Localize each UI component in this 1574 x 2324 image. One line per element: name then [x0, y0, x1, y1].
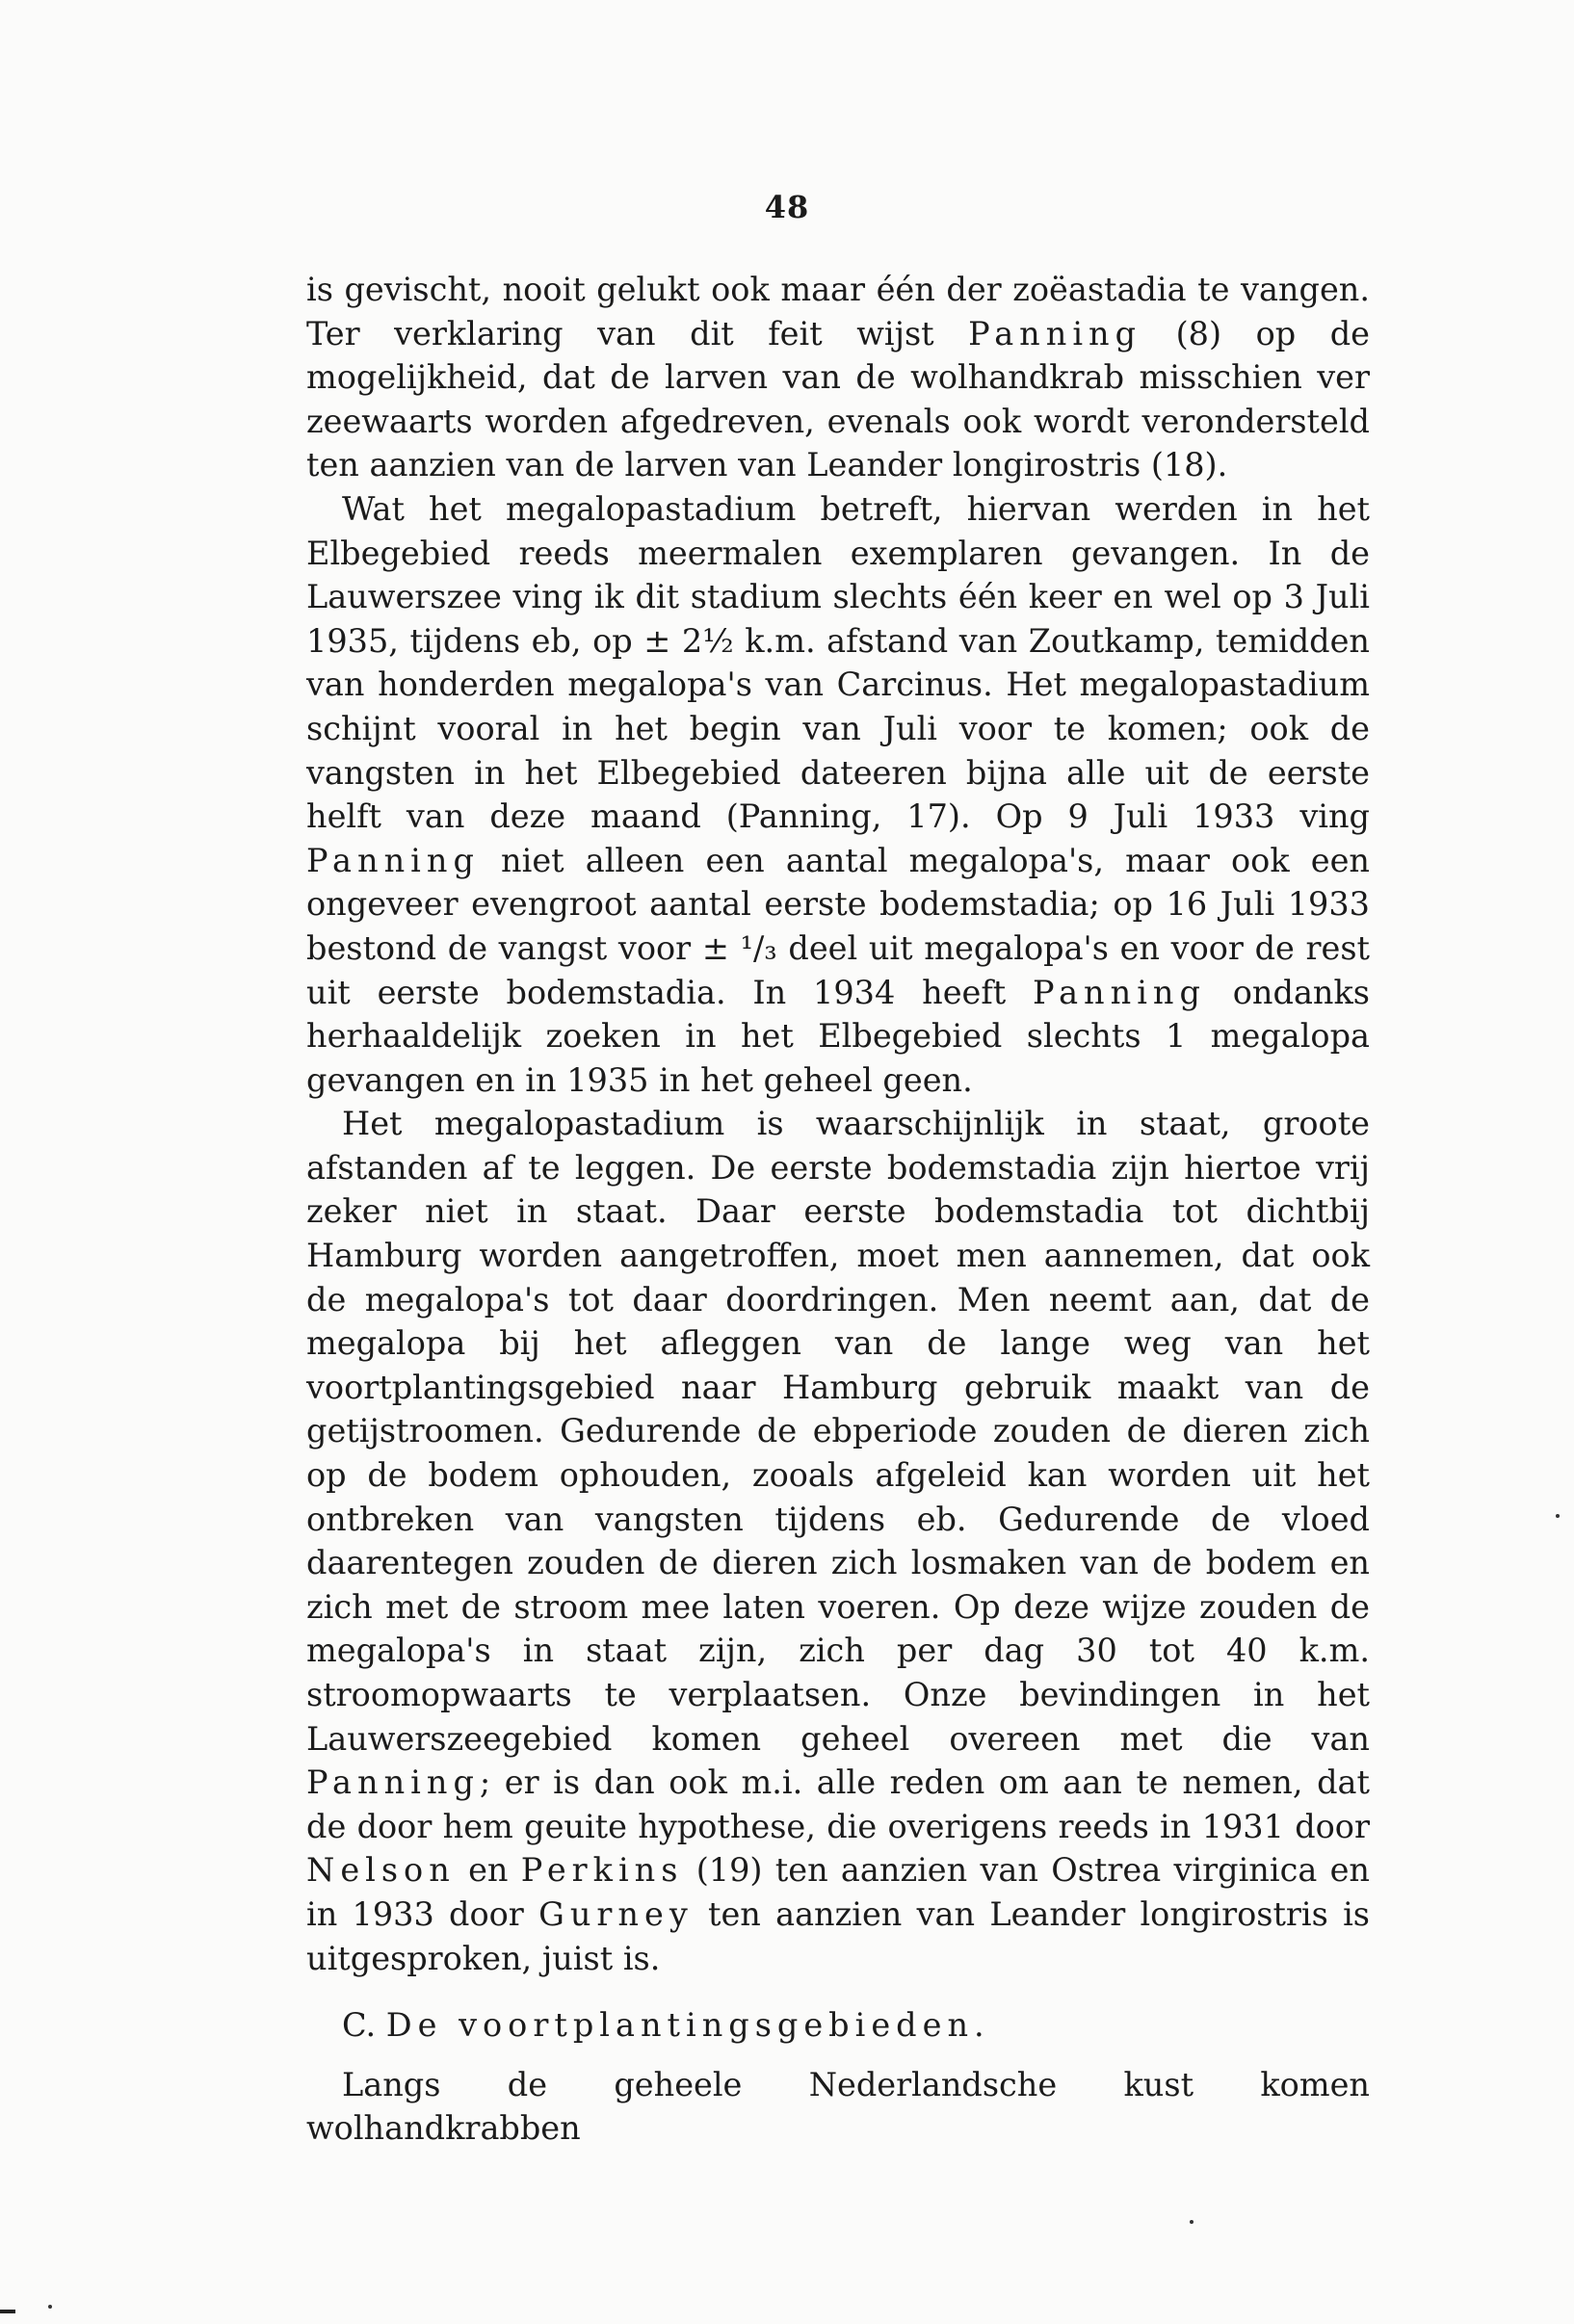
paragraph-text: niet alleen een aantal megalopa's, maar ook een ongeveer evengroot aantal eerste bodemstadia; op 16 Juli 1933 bestond de vangst voor	[306, 841, 1370, 967]
author-name: Panning	[306, 1763, 480, 1802]
paragraph-text: ; er is dan ook m.i. alle reden om aan te nemen, dat de door hem geuite hypothese, die overigens reeds in 1931 door	[306, 1763, 1370, 1845]
paragraph-distance	[306, 1102, 1370, 1980]
scan-edge-mark	[0, 2310, 15, 2313]
plus-minus-symbol: ±	[701, 928, 729, 967]
paragraph-text: ondanks herhaaldelijk zoeken in het Elbegebied slechts 1 megalopa gevangen en in 1935 in het geheel geen.	[306, 973, 1370, 1099]
paragraph-text: (8) op de mogelijkheid, dat de larven van de wolhandkrab misschien ver zeewaarts worden afgedreven, evenals ook wordt verondersteld ten aanzien van de larven van Leander longirostris (18).	[306, 314, 1370, 484]
paragraph-continuation	[306, 268, 1370, 487]
author-name: Panning	[968, 314, 1142, 353]
fraction: ¹/₃	[740, 928, 777, 967]
author-name: Nelson	[306, 1851, 456, 1890]
fraction: 2½	[681, 621, 734, 660]
author-name: Panning	[1033, 973, 1206, 1011]
paragraph-megalopa	[306, 487, 1370, 1102]
section-letter: C.	[342, 2006, 377, 2045]
paragraph-text: Langs de geheele Nederlandsche kust komen wolhandkrabben	[306, 2065, 1370, 2148]
paragraph-breeding-grounds	[306, 2063, 1370, 2151]
paragraph-text: en	[455, 1851, 521, 1890]
author-name: Perkins	[520, 1851, 684, 1890]
author-name: Panning	[306, 841, 480, 879]
page-number: 48	[764, 189, 810, 225]
plus-minus-symbol: ±	[643, 621, 671, 660]
body-text	[306, 268, 1370, 2151]
paragraph-text: (19) ten aanzien van Ostrea virginica en in 1933 door	[306, 1851, 1370, 1933]
section-heading	[342, 2003, 1370, 2048]
scan-speck	[1190, 2220, 1194, 2224]
scan-speck	[1556, 1514, 1560, 1518]
scan-speck	[48, 2305, 52, 2309]
paragraph-text: ten aanzien van Leander longirostris is uitgesproken, juist is.	[306, 1894, 1370, 1977]
paragraph-text: Wat het megalopastadium betreft, hiervan werden in het Elbegebied reeds meermalen exemplaren gevangen. In de Lauwerszee ving ik dit stadium slechts één keer en wel op 3 Juli 1935, tijdens eb, op	[306, 489, 1370, 660]
paragraph-text: deel uit megalopa's en voor de rest uit eerste bodemstadia. In 1934 heeft	[306, 928, 1370, 1011]
paragraph-text: Het megalopastadium is waarschijnlijk in staat, groote afstanden af te leggen. De eerste bodemstadia zijn hiertoe vrij zeker niet in staat. Daar eerste bodemstadia tot dichtbij Hamburg worden aangetroffen, moet men aannemen, dat ook de megalopa's tot daar doordringen. Men neemt aan, dat de megalopa bij het afleggen van de lange weg van het voortplantingsgebied naar Hamburg gebruik maakt van de getijstroomen. Gedurende de ebperiode zouden de dieren zich op de bodem ophouden, zooals afgeleid kan worden uit het ontbreken van vangsten tijdens eb. Gedurende de vloed daarentegen zouden de dieren zich losmaken van de bodem en zich met de stroom mee laten voeren. Op deze wijze zouden de megalopa's in staat zijn, zich per dag 30 tot 40 k.m. stroomopwaarts te verplaatsen. Onze bevindingen in het Lauwerszeegebied komen geheel overeen met die van	[306, 1105, 1370, 1758]
paragraph-text: is gevischt, nooit gelukt ook maar één der zoëastadia te vangen. Ter verklaring van dit feit wijst	[306, 271, 1370, 353]
author-name: Gurney	[538, 1894, 694, 1933]
section-title: De voortplantingsgebieden.	[385, 2006, 990, 2045]
paragraph-text: k.m. afstand van Zoutkamp, temidden van honderden megalopa's van Carcinus. Het megalopastadium schijnt vooral in het begin van Juli voor te komen; ook de vangsten in het Elbegebied dateeren bijna alle uit de eerste helft van deze maand (Panning, 17). Op 9 Juli 1933 ving	[306, 621, 1370, 836]
